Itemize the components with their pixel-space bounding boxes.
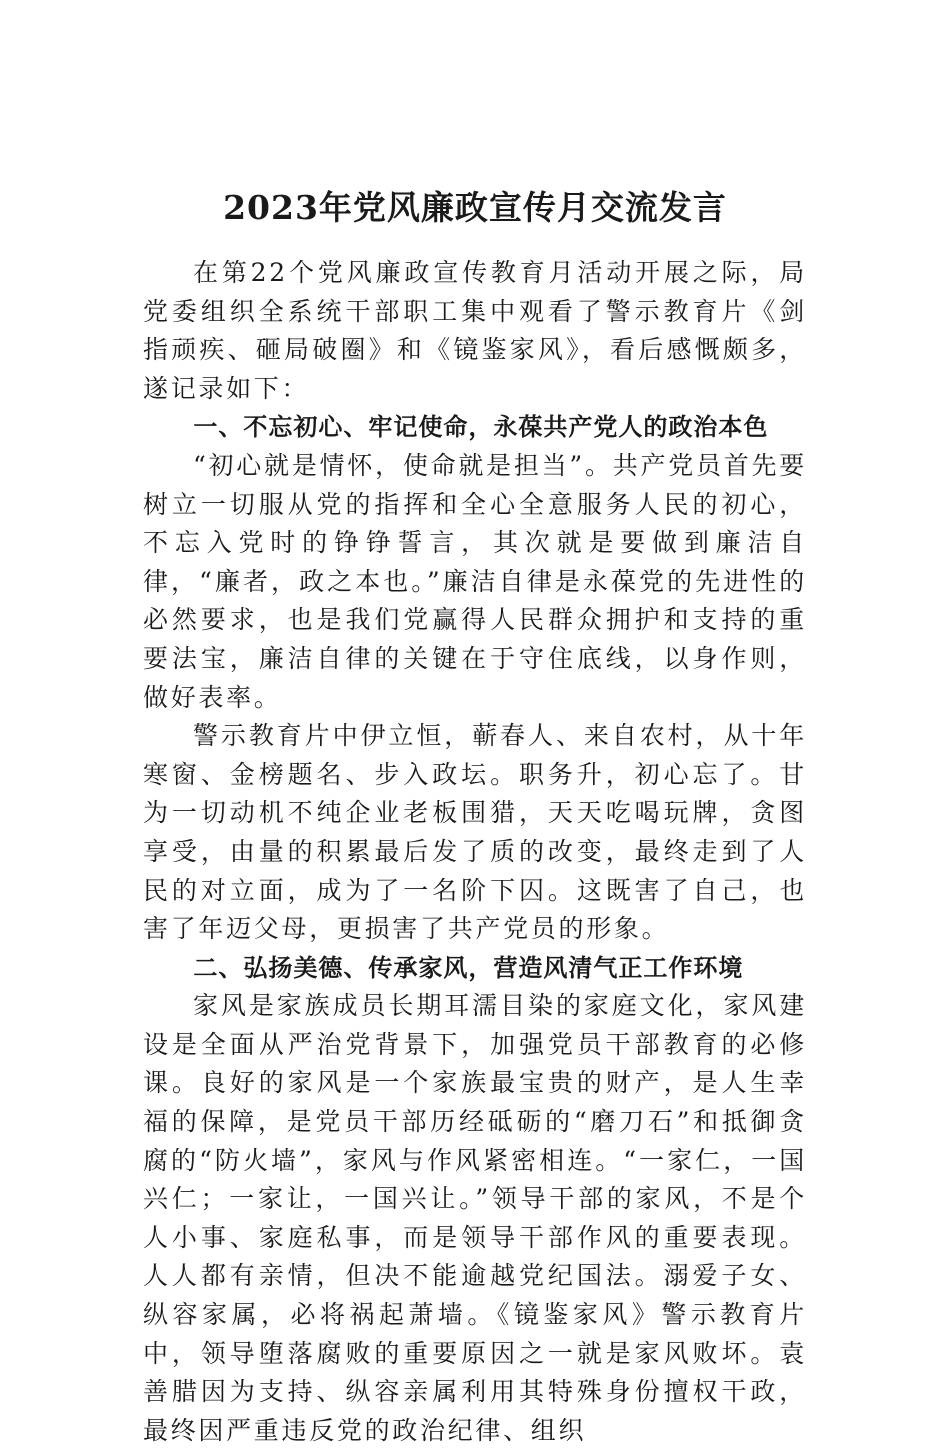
document-title: 2023年党风廉政宣传月交流发言 xyxy=(223,188,727,228)
document-body xyxy=(143,254,807,1450)
body-paragraph: 警示教育片中伊立恒，蕲春人、来自农村，从十年寒窗、金榜题名、步入政坛。职务升，初心忘了。甘为一切动机不纯企业老板围猎，天天吃喝玩牌，贪图享受，由量的积累最后发了质的改变，最终走到了人民的对立面，成为了一名阶下囚。这既害了自己，也害了年迈父母，更损害了共产党员的形象。 xyxy=(143,721,807,944)
intro-paragraph: 在第22个党风廉政宣传教育月活动开展之际，局党委组织全系统干部职工集中观看了警示教育片《剑指顽疾、砸局破圈》和《镜鉴家风》，看后感慨颇多，遂记录如下： xyxy=(143,258,807,403)
body-paragraph: 家风是家族成员长期耳濡目染的家庭文化，家风建设是全面从严治党背景下，加强党员干部教育的必修课。良好的家风是一个家族最宝贵的财产，是人生幸福的保障，是党员干部历经砥砺的“磨刀石”和抵御贪腐的“防火墙”，家风与作风紧密相连。“一家仁，一国兴仁；一家让，一国兴让。”领导干部的家风，不是个人小事、家庭私事，而是领导干部作风的重要表现。人人都有亲情，但决不能逾越党纪国法。溺爱子女、纵容家属，必将祸起萧墙。《镜鉴家风》警示教育片中，领导堕落腐败的重要原因之一就是家风败坏。袁善腊因为支持、纵容亲属利用其特殊身份擅权干政，最终因严重违反党的政治纪律、组织 xyxy=(143,991,807,1445)
section-heading-2: 二、弘扬美德、传承家风，营造风清气正工作环境 xyxy=(193,953,744,982)
body-paragraph: “初心就是情怀，使命就是担当”。共产党员首先要树立一切服从党的指挥和全心全意服务人民的初心，不忘入党时的铮铮誓言，其次就是要做到廉洁自律，“廉者，政之本也。”廉洁自律是永葆党的先进性的必然要求，也是我们党赢得人民群众拥护和支持的重要法宝，廉洁自律的关键在于守住底线，以身作则，做好表率。 xyxy=(143,450,807,712)
section-heading-1: 一、不忘初心、牢记使命，永葆共产党人的政治本色 xyxy=(193,413,769,442)
